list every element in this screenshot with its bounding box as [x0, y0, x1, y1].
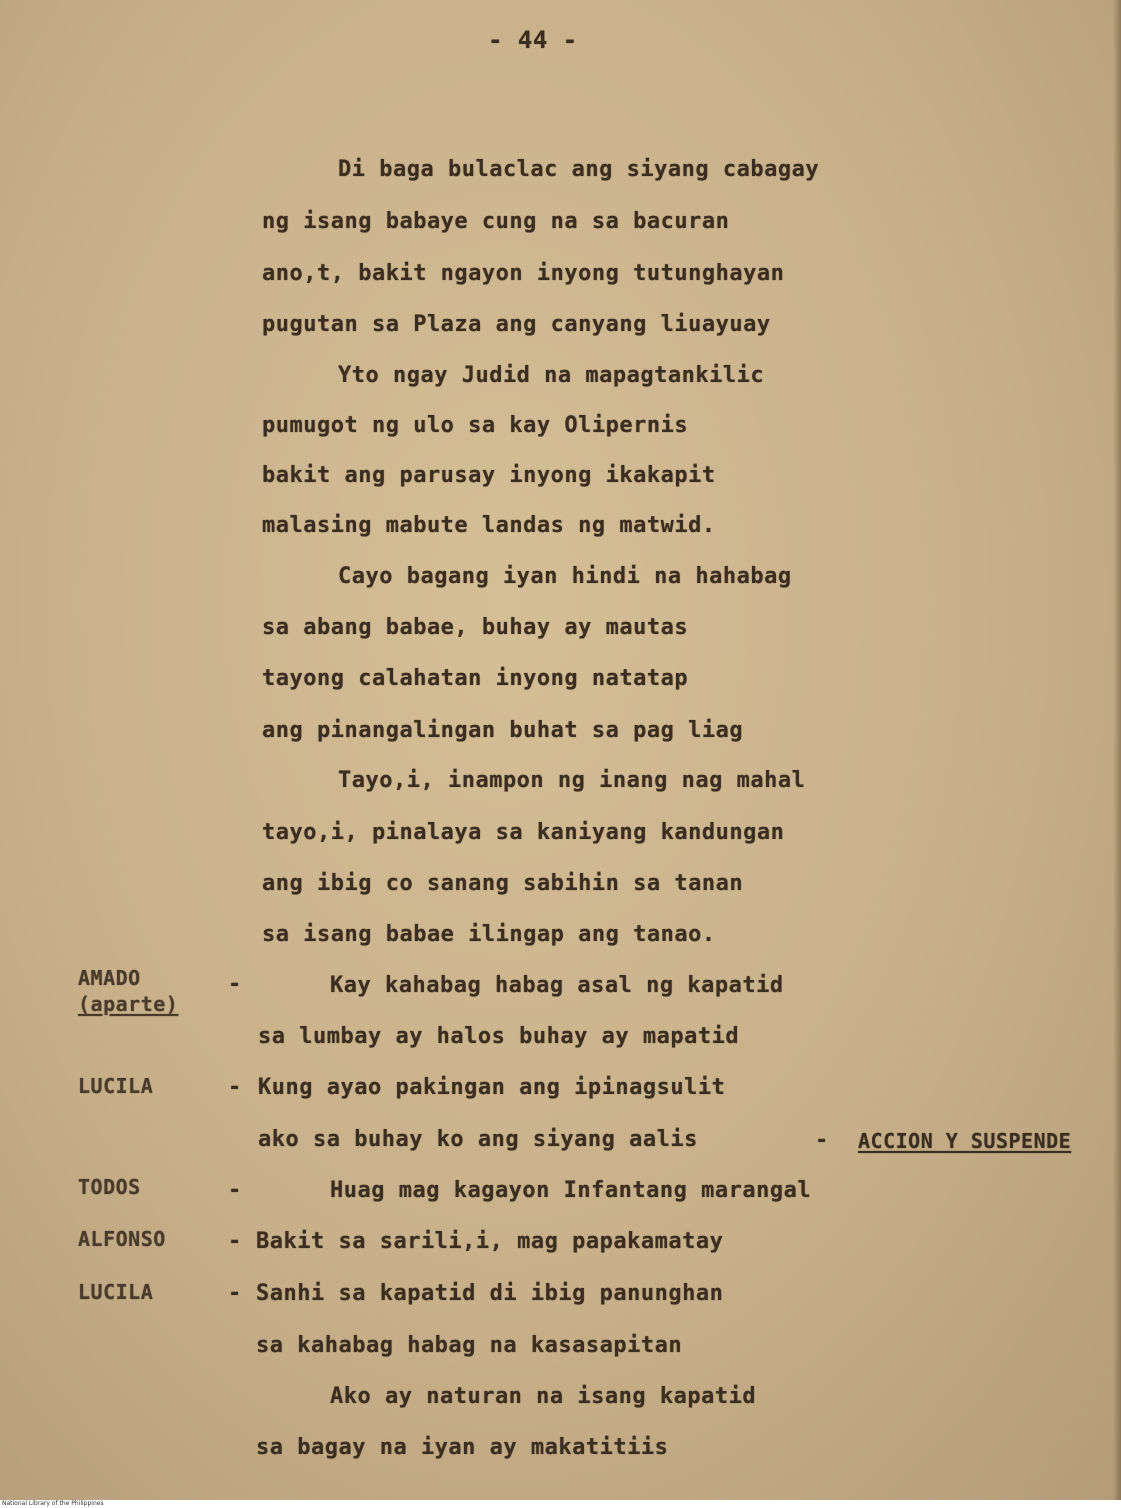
dialogue-line: Huag mag kagayon Infantang marangal — [330, 1178, 812, 1203]
speaker-name: LUCILA — [78, 1280, 154, 1304]
speaker-name: ALFONSO — [78, 1227, 166, 1251]
verse-line: tayong calahatan inyong natatap — [262, 666, 689, 691]
verse-line: sa abang babae, buhay ay mautas — [262, 615, 689, 640]
verse-line: ang pinangalingan buhat sa pag liag — [262, 718, 744, 743]
verse-line: Cayo bagang iyan hindi na hahabag — [338, 564, 792, 589]
stage-dash: - — [815, 1128, 829, 1153]
dialogue-line: Kay kahabag habag asal ng kapatid — [330, 973, 784, 998]
dialogue-line: sa kahabag habag na kasasapitan — [256, 1333, 683, 1358]
dialogue-line: Kung ayao pakingan ang ipinagsulit — [258, 1075, 726, 1100]
verse-line: sa isang babae ilingap ang tanao. — [262, 922, 716, 947]
verse-line: Di baga bulaclac ang siyang cabagay — [338, 157, 820, 182]
page-number: - 44 - — [488, 26, 578, 54]
dialogue-line: sa lumbay ay halos buhay ay mapatid — [258, 1024, 740, 1049]
speaker-dash: - — [228, 1281, 242, 1306]
speaker-dash: - — [228, 972, 242, 997]
verse-line: Yto ngay Judid na mapagtankilic — [338, 363, 765, 388]
dialogue-line: Sanhi sa kapatid di ibig panunghan — [256, 1281, 724, 1306]
verse-line: ang ibig co sanang sabihin sa tanan — [262, 871, 744, 896]
speaker-dash: - — [228, 1075, 242, 1100]
verse-line: ng isang babaye cung na sa bacuran — [262, 209, 730, 234]
verse-line: pumugot ng ulo sa kay Olipernis — [262, 413, 689, 438]
verse-line: pugutan sa Plaza ang canyang liuayuay — [262, 312, 771, 337]
speaker-name: LUCILA — [78, 1074, 154, 1098]
stage-note: (aparte) — [78, 992, 179, 1016]
dialogue-line: Bakit sa sarili,i, mag papakamatay — [256, 1229, 724, 1254]
speaker-dash: - — [228, 1229, 242, 1254]
dialogue-line: ako sa buhay ko ang siyang aalis — [258, 1127, 698, 1152]
verse-line: tayo,i, pinalaya sa kaniyang kandungan — [262, 820, 785, 845]
verse-line: Tayo,i, inampon ng inang nag mahal — [338, 768, 806, 793]
stage-direction: ACCION Y SUSPENDE — [858, 1129, 1072, 1153]
verse-line: ano,t, bakit ngayon inyong tutunghayan — [262, 261, 785, 286]
dialogue-line: sa bagay na iyan ay makatitiis — [256, 1435, 669, 1460]
verse-line: bakit ang parusay inyong ikakapit — [262, 463, 716, 488]
speaker-name: TODOS — [78, 1175, 141, 1199]
footer-credit: National Library of the Philippines — [0, 1500, 1121, 1508]
dialogue-line: Ako ay naturan na isang kapatid — [330, 1384, 757, 1409]
speaker-name: AMADO — [78, 966, 141, 990]
verse-line: malasing mabute landas ng matwid. — [262, 513, 716, 538]
speaker-dash: - — [228, 1178, 242, 1203]
